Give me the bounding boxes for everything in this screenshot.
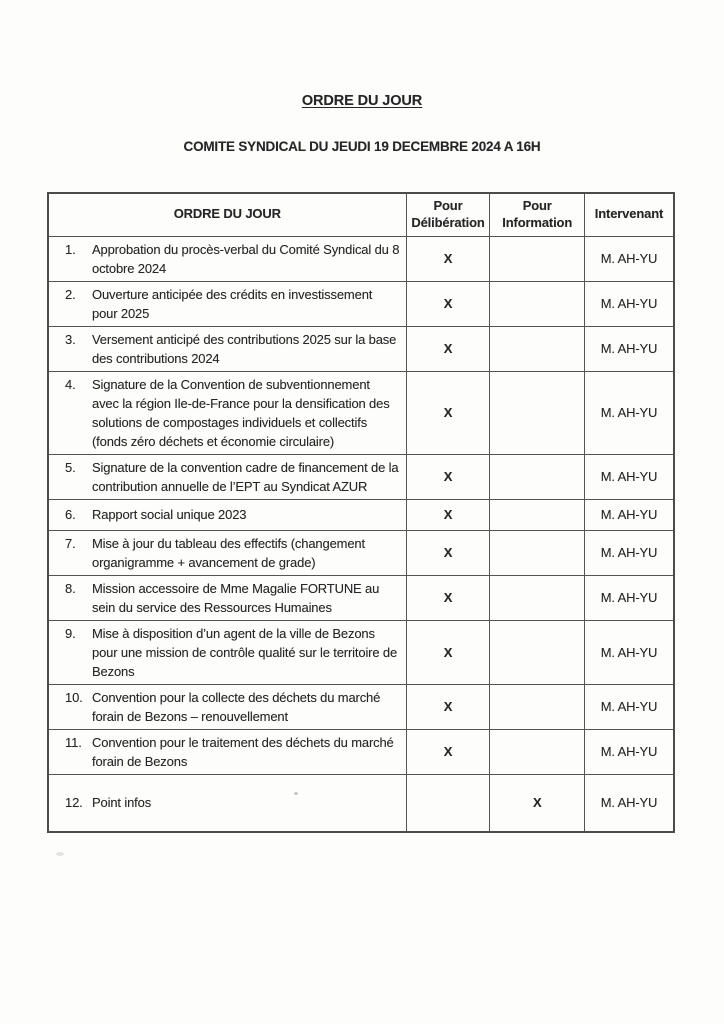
item-number: 4. [65,376,76,392]
item-number: 3. [65,331,76,347]
deliberation-cell: X [406,236,490,281]
table-row [48,326,674,371]
table-row [48,575,674,620]
table-row [48,236,674,281]
scan-speck [294,792,298,795]
deliberation-cell: X [406,454,490,499]
col-header-agenda: ORDRE DU JOUR [48,193,406,236]
item-number: 9. [65,625,76,641]
scan-speck [56,852,64,856]
agenda-table [47,192,675,833]
table-row [48,281,674,326]
item-number: 10. [65,689,83,705]
information-cell [490,236,585,281]
intervenant-cell: M. AH-YU [584,684,674,729]
deliberation-cell: X [406,371,490,454]
item-text: Approbation du procès-verbal du Comité Syndical du 8 octobre 2024 [92,241,400,276]
page-title: ORDRE DU JOUR [301,93,423,109]
item-text: Signature de la convention cadre de financement de la contribution annuelle de l’EPT au Syndicat AZUR [92,459,399,494]
table-row [48,371,674,454]
item-text: Mise à disposition d’un agent de la ville de Bezons pour une mission de contrôle qualité sur le territoire de Bezons [92,625,398,679]
item-number: 7. [65,535,76,551]
information-cell [490,684,585,729]
item-text: Point infos [92,795,152,811]
intervenant-cell: M. AH-YU [584,774,674,832]
intervenant-cell: M. AH-YU [584,499,674,530]
table-row [48,774,674,832]
intervenant-cell: M. AH-YU [584,454,674,499]
intervenant-cell: M. AH-YU [584,620,674,684]
deliberation-cell: X [406,684,490,729]
intervenant-cell: M. AH-YU [584,530,674,575]
item-number: 6. [65,507,76,523]
information-cell [490,454,585,499]
item-text: Versement anticipé des contributions 2025 sur la base des contributions 2024 [92,331,397,366]
information-cell [490,371,585,454]
information-cell [490,281,585,326]
col-header-information: Pour Information [490,193,585,236]
intervenant-cell: M. AH-YU [584,371,674,454]
intervenant-cell: M. AH-YU [584,575,674,620]
table-row [48,499,674,530]
item-number: 2. [65,286,76,302]
intervenant-cell: M. AH-YU [584,281,674,326]
item-number: 11. [65,734,82,750]
page-subtitle: COMITE SYNDICAL DU JEUDI 19 DECEMBRE 2024 A 16H [183,139,541,154]
information-cell [490,326,585,371]
item-text: Convention pour le traitement des déchets du marché forain de Bezons [92,734,394,769]
intervenant-cell: M. AH-YU [584,236,674,281]
deliberation-cell: X [406,729,490,774]
table-row [48,729,674,774]
item-number: 5. [65,459,76,475]
table-row [48,530,674,575]
item-number: 1. [65,241,76,257]
table-row [48,684,674,729]
item-text: Mise à jour du tableau des effectifs (changement organigramme + avancement de grade) [92,535,365,570]
information-cell [490,620,585,684]
item-number: 8. [65,580,76,596]
deliberation-cell: X [406,530,490,575]
item-text: Rapport social unique 2023 [92,507,247,523]
item-text: Convention pour la collecte des déchets du marché forain de Bezons – renouvellement [92,689,381,724]
intervenant-cell: M. AH-YU [584,326,674,371]
information-cell [490,729,585,774]
deliberation-cell: X [406,499,490,530]
col-header-intervenant: Intervenant [584,193,674,236]
deliberation-cell: X [406,281,490,326]
table-row [48,620,674,684]
item-text: Mission accessoire de Mme Magalie FORTUNE au sein du service des Ressources Humaines [92,580,380,615]
information-cell [490,499,585,530]
deliberation-cell: X [406,575,490,620]
deliberation-cell: X [406,620,490,684]
col-header-deliberation: Pour Délibération [406,193,490,236]
deliberation-cell: X [406,326,490,371]
intervenant-cell: M. AH-YU [584,729,674,774]
item-text: Signature de la Convention de subventionnement avec la région Ile-de-France pour la densification des solutions de compostages individuels et collectifs (fonds zéro déchets et économie circulaire) [92,376,390,449]
information-cell [490,530,585,575]
deliberation-cell [406,774,490,832]
information-cell: X [490,774,585,832]
item-number: 12. [65,795,83,811]
information-cell [490,575,585,620]
table-header-row [48,193,674,236]
item-text: Ouverture anticipée des crédits en investissement pour 2025 [92,286,373,321]
table-row [48,454,674,499]
